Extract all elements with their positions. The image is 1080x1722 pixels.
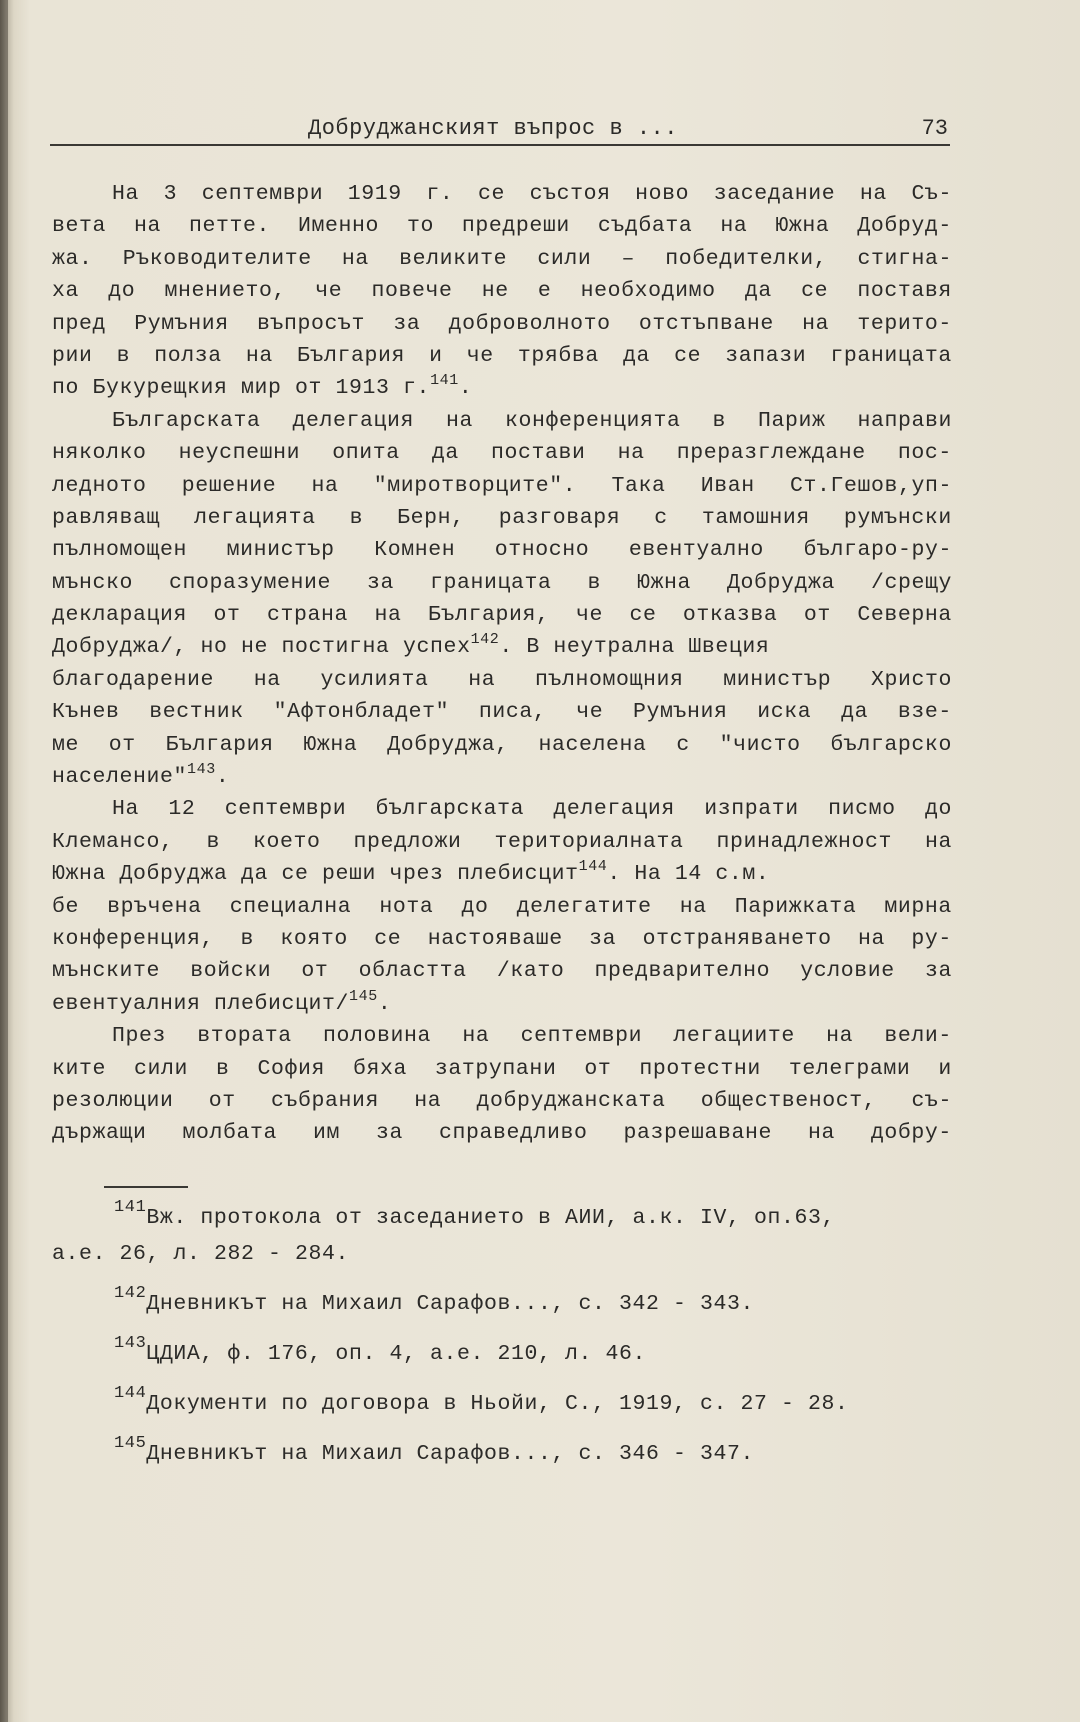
footnote-row <box>52 1436 957 1472</box>
word: Така <box>611 473 666 498</box>
word: Южна <box>303 732 358 757</box>
footnote-gap <box>52 1322 957 1336</box>
text-line <box>52 243 952 275</box>
word: тамошния <box>701 505 810 530</box>
word: "Афтонбладет" <box>273 700 450 725</box>
word: на <box>341 246 369 271</box>
word: за <box>924 959 952 984</box>
word: на <box>826 1024 854 1049</box>
line-content <box>52 988 391 1020</box>
word: заседание <box>713 182 836 206</box>
word: повече <box>371 279 453 304</box>
word: за <box>375 1121 403 1146</box>
word: да <box>841 700 869 725</box>
word: разрешаване <box>623 1121 772 1146</box>
word: мнението, <box>164 279 286 304</box>
word: запази <box>725 343 807 368</box>
word: пълномощния <box>534 667 684 692</box>
word: на <box>924 829 952 854</box>
footnote-text: Дневникът на Михаил Сарафов..., с. 342 - 343. <box>146 1292 755 1316</box>
footnote-144 <box>52 1386 957 1422</box>
word: писмо <box>828 797 896 822</box>
line-content <box>52 761 229 793</box>
word: Румъния <box>633 700 728 725</box>
word: се <box>674 343 702 368</box>
word: Южна <box>636 570 691 595</box>
word: то <box>406 214 434 239</box>
word: 1919 <box>347 182 402 206</box>
word: до <box>461 894 489 919</box>
word: телеграми <box>788 1056 911 1081</box>
word: и <box>938 1056 952 1081</box>
text-line <box>52 858 952 890</box>
word: великите <box>399 246 508 271</box>
word: отказва <box>682 603 778 628</box>
word: изпрати <box>704 797 799 822</box>
word: иска <box>757 700 812 725</box>
word: конференцията <box>504 408 681 433</box>
word: състоя <box>529 182 611 206</box>
word: ките <box>52 1056 107 1081</box>
word: терито- <box>857 311 952 336</box>
footnote-text: ЦДИА, ф. 176, оп. 4, а.е. 210, л. 46. <box>146 1342 646 1366</box>
line-text: население" <box>52 765 188 790</box>
text-line <box>52 761 952 793</box>
book-spine-shadow <box>0 0 8 1722</box>
line-text: евентуалния плебисцит/ <box>52 991 350 1016</box>
text-line <box>52 599 952 631</box>
word: г. <box>426 182 454 206</box>
word: България, <box>427 603 550 628</box>
word: отстраняването <box>642 926 832 951</box>
word: да <box>623 343 651 368</box>
word: населена <box>538 732 647 757</box>
word: въпросът <box>257 311 366 336</box>
line-content <box>52 372 472 404</box>
word: /срещу <box>870 570 952 595</box>
text-line <box>52 210 952 242</box>
footnote-row <box>52 1200 957 1236</box>
line-text: Добруджа/, но не постигна успех <box>52 635 471 660</box>
word: в <box>712 408 726 433</box>
word: Парижката <box>734 894 857 919</box>
text-line <box>52 275 952 307</box>
word: на <box>802 311 830 336</box>
word: от <box>584 1056 612 1081</box>
word: мънските <box>52 959 161 984</box>
footnote-continuation: а.е. 26, л. 282 - 284. <box>52 1242 350 1266</box>
word: за <box>589 926 617 951</box>
word: стигна- <box>857 246 952 271</box>
word: настояваше <box>427 926 563 951</box>
text-line <box>52 793 952 825</box>
word: жа. <box>52 246 93 271</box>
line-text-after-reference: . <box>458 376 473 401</box>
word: Добруд- <box>857 214 952 239</box>
word: министър <box>226 538 335 563</box>
word: протестни <box>639 1056 761 1081</box>
word: от <box>208 1088 236 1113</box>
word: "чисто <box>719 732 801 757</box>
word: от <box>108 732 136 757</box>
word: Южна <box>775 214 830 239</box>
text-line <box>52 405 952 437</box>
word: неуспешни <box>178 441 301 466</box>
word: мънско <box>52 570 134 595</box>
word: на <box>245 343 273 368</box>
word: Иван <box>700 473 755 498</box>
word: – <box>621 246 636 271</box>
word: Христо <box>870 667 952 692</box>
footnote-row <box>52 1386 957 1422</box>
word: Северна <box>857 603 952 628</box>
text-line <box>52 502 952 534</box>
word: делегатите <box>516 894 652 919</box>
word: добру- <box>870 1121 952 1146</box>
line-content <box>52 858 769 890</box>
word: министър <box>723 667 832 692</box>
word: предварително <box>594 959 771 984</box>
text-line <box>52 470 952 502</box>
word: Съ- <box>911 182 952 206</box>
word: с <box>676 732 690 757</box>
word: условие <box>800 959 895 984</box>
text-line <box>52 567 952 599</box>
word: в <box>349 505 364 530</box>
text-line <box>52 696 952 728</box>
word: на <box>679 894 707 919</box>
word: победителки, <box>665 246 828 271</box>
word: ме <box>52 732 80 757</box>
word: за <box>393 311 421 336</box>
word: и <box>429 343 443 368</box>
word: им <box>312 1121 340 1146</box>
word: е <box>537 279 552 304</box>
word: пос- <box>897 441 952 466</box>
word: ру- <box>911 926 952 951</box>
word: на <box>414 1088 442 1113</box>
text-line <box>52 1085 952 1117</box>
word: разговаря <box>498 505 621 530</box>
footnote-gap <box>52 1422 957 1436</box>
word: от <box>213 603 241 628</box>
text-line <box>52 923 952 955</box>
text-line <box>52 308 952 340</box>
word: в <box>240 926 254 951</box>
word: на <box>858 926 886 951</box>
word: Ръководителите <box>122 246 312 271</box>
word: Българската <box>112 408 261 433</box>
word: септември <box>520 1024 643 1049</box>
word: за <box>366 570 394 595</box>
word: на <box>617 441 645 466</box>
word: сили <box>133 1056 188 1081</box>
word: че <box>576 700 604 725</box>
footnote-text: Дневникът на Михаил Сарафов..., с. 346 - 347. <box>146 1442 755 1466</box>
word: добруджанската <box>476 1088 666 1113</box>
word: делегация <box>292 408 415 433</box>
word: събрания <box>270 1088 380 1113</box>
word: да <box>744 279 772 304</box>
word: направи <box>857 408 952 433</box>
word: ледното <box>52 473 147 498</box>
word: усилията <box>320 667 429 692</box>
text-line <box>52 891 952 923</box>
word: необходимо <box>580 279 716 304</box>
word: нота <box>379 894 434 919</box>
word: Добруджа, <box>387 732 509 757</box>
line-text-after-reference: . На 14 с.м. <box>607 862 770 887</box>
word: връчена <box>107 894 202 919</box>
word: поставя <box>857 279 952 304</box>
footnote-reference: 141 <box>430 372 459 390</box>
word: че <box>575 603 603 628</box>
footnote-gap <box>52 1472 957 1486</box>
word: на <box>446 408 474 433</box>
word: вестник <box>149 700 244 725</box>
word: се <box>801 279 829 304</box>
footnote-number: 142 <box>114 1284 147 1303</box>
word: втората <box>197 1024 292 1049</box>
word: През <box>112 1024 167 1049</box>
footnote-separator <box>104 1186 188 1188</box>
word: мирна <box>884 894 952 919</box>
word: в <box>206 829 221 854</box>
word: се <box>374 926 402 951</box>
word: Берн, <box>397 505 465 530</box>
word: затрупани <box>434 1056 557 1081</box>
page-header <box>50 112 950 146</box>
word: вета <box>52 214 107 239</box>
word: половина <box>323 1024 432 1049</box>
word: пълномощен <box>52 538 188 563</box>
text-line <box>52 955 952 987</box>
word: от <box>803 603 831 628</box>
word: специална <box>229 894 352 919</box>
word: принадлежност <box>716 829 892 854</box>
word: Румъния <box>134 311 229 336</box>
word: легациите <box>673 1024 795 1049</box>
word: Комнен <box>374 538 456 563</box>
word: конференция, <box>52 926 215 951</box>
word: опита <box>332 441 400 466</box>
word: На <box>112 797 140 822</box>
word: /като <box>496 959 565 984</box>
word: благодарение <box>52 667 215 692</box>
word: войски <box>190 959 272 984</box>
word: молбата <box>182 1121 277 1146</box>
line-text-after-reference: . <box>215 765 230 790</box>
text-line <box>52 1117 952 1149</box>
line-content <box>52 631 769 663</box>
word: справедливо <box>438 1121 588 1146</box>
word: резолюции <box>52 1088 174 1113</box>
word: полза <box>154 343 222 368</box>
word: на <box>468 667 496 692</box>
word: пред <box>52 311 107 336</box>
word: легацията <box>194 505 316 530</box>
word: в <box>116 343 131 368</box>
word: вели- <box>884 1024 952 1049</box>
word: София <box>257 1056 325 1081</box>
word: на <box>253 667 281 692</box>
word: до <box>108 279 136 304</box>
word: На <box>112 182 140 206</box>
text-line <box>52 1053 952 1085</box>
word: в <box>215 1056 230 1081</box>
word: съ- <box>911 1088 952 1113</box>
word: границата <box>830 343 952 368</box>
word: декларация <box>52 603 188 628</box>
word: България <box>165 732 274 757</box>
text-line <box>52 729 952 761</box>
word: постави <box>491 441 586 466</box>
word: равляващ <box>52 505 161 530</box>
word: на <box>133 214 161 239</box>
word: ха <box>52 279 80 304</box>
word: относно <box>494 538 590 563</box>
footnote-row <box>52 1286 957 1322</box>
word: споразумение <box>168 570 332 595</box>
word: взе- <box>897 700 952 725</box>
word: съдбата <box>597 214 693 239</box>
line-text-after-reference: . <box>377 991 392 1016</box>
word: писа, <box>478 700 547 725</box>
text-line <box>52 437 952 469</box>
word: на <box>720 214 748 239</box>
footnote-142 <box>52 1286 957 1322</box>
word: която <box>280 926 348 951</box>
word: в <box>587 570 601 595</box>
word: на <box>374 603 402 628</box>
word: от <box>301 959 329 984</box>
word: септември <box>201 182 324 206</box>
line-text: Южна Добруджа да се реши чрез плебисцит <box>52 862 579 887</box>
word: предреши <box>461 214 570 239</box>
word: страна <box>266 603 348 628</box>
text-line <box>52 1020 952 1052</box>
word: 3 <box>163 182 178 206</box>
word: че <box>315 279 343 304</box>
word: България <box>297 343 406 368</box>
footnote-141 <box>52 1200 957 1272</box>
text-line <box>52 988 952 1020</box>
text-line <box>52 826 952 858</box>
word: не <box>481 279 509 304</box>
word: доброволното <box>448 311 611 336</box>
word: 12 <box>168 797 196 822</box>
word: Клемансо, <box>52 829 174 854</box>
word: Париж <box>757 408 826 433</box>
word: българско <box>830 732 952 757</box>
footnote-reference: 143 <box>187 761 216 779</box>
word: рии <box>52 343 93 368</box>
word: "миротворците". <box>373 473 577 498</box>
word: сили <box>537 246 592 271</box>
word: общественост, <box>700 1088 877 1113</box>
word: петте. <box>188 214 270 239</box>
text-line <box>52 631 952 663</box>
footnote-text: Вж. протокола от заседанието в АИИ, а.к. IV, оп.63, <box>146 1206 836 1230</box>
text-line <box>52 664 952 696</box>
body-text <box>52 178 952 1150</box>
footnote-145 <box>52 1436 957 1472</box>
footnotes <box>52 1200 957 1486</box>
word: българската <box>375 797 525 822</box>
word: Добруджа <box>726 570 835 595</box>
word: Ст.Гешов,уп- <box>789 473 952 498</box>
word: румънски <box>843 505 952 530</box>
footnote-reference: 142 <box>470 631 500 649</box>
text-line <box>52 340 952 372</box>
word: бе <box>52 894 80 919</box>
word: Именно <box>297 214 379 239</box>
word: евентуално <box>628 538 764 563</box>
word: решение <box>181 473 277 498</box>
word: териториалната <box>494 829 684 854</box>
word: трябва <box>517 343 599 368</box>
footnote-row <box>52 1336 957 1372</box>
footnote-text: Документи по договора в Ньойи, С., 1919, с. 27 - 28. <box>146 1392 849 1416</box>
word: границата <box>429 570 552 595</box>
line-text: по Букурещкия мир от 1913 г. <box>52 376 431 401</box>
word: бяха <box>352 1056 407 1081</box>
text-line <box>52 534 952 566</box>
word: делегация <box>553 797 675 822</box>
text-line <box>52 178 952 210</box>
footnote-number: 145 <box>114 1434 147 1453</box>
word: на <box>859 182 887 206</box>
word: преразглеждане <box>676 441 866 466</box>
footnote-gap <box>52 1372 957 1386</box>
word: се <box>477 182 505 206</box>
word: отстъпване <box>638 311 774 336</box>
footnote-number: 143 <box>114 1334 147 1353</box>
footnote-number: 144 <box>114 1384 147 1403</box>
running-head: Добруджанският въпрос в ... <box>308 116 678 141</box>
line-text-after-reference: . В неутрална Швеция <box>499 635 770 660</box>
word: областта <box>358 959 467 984</box>
word: на <box>311 473 339 498</box>
word: се <box>629 603 657 628</box>
word: с <box>654 505 668 530</box>
word: българо-ру- <box>803 538 952 563</box>
word: ново <box>635 182 690 206</box>
word: на <box>462 1024 490 1049</box>
word: няколко <box>52 441 147 466</box>
word: на <box>807 1121 835 1146</box>
footnote-143 <box>52 1336 957 1372</box>
word: държащи <box>52 1121 147 1146</box>
page-number: 73 <box>921 116 948 141</box>
word: до <box>924 797 952 822</box>
word: че <box>466 343 494 368</box>
text-line <box>52 372 952 404</box>
footnote-number: 141 <box>114 1198 147 1217</box>
footnote-reference: 145 <box>349 987 378 1005</box>
word: Кънев <box>52 700 120 725</box>
footnote-gap <box>52 1272 957 1286</box>
word: което <box>252 829 321 854</box>
word: да <box>431 441 459 466</box>
word: септември <box>224 797 347 822</box>
word: предложи <box>353 829 462 854</box>
footnote-reference: 144 <box>578 858 608 876</box>
